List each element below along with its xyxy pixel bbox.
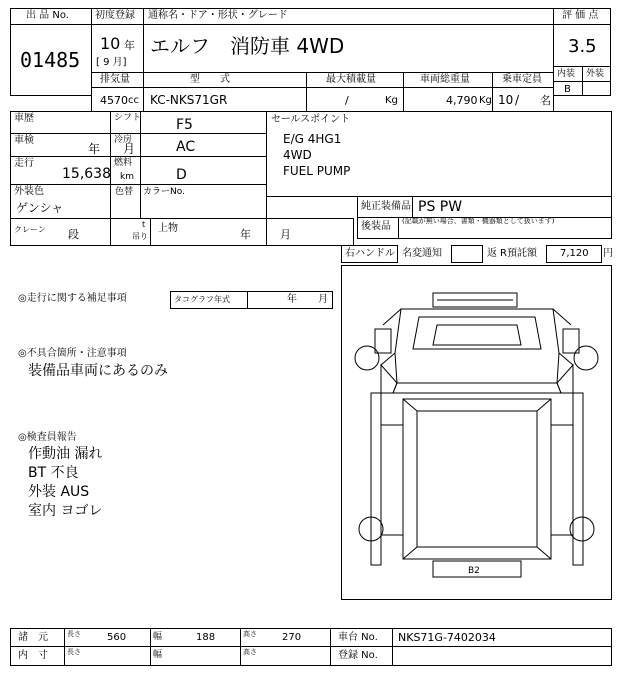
- inspection-month-unit: 月: [123, 142, 136, 156]
- max-load-unit: Kg: [385, 95, 398, 106]
- chassis-number-label: 車台 No.: [338, 632, 378, 643]
- width-value: 188: [196, 632, 216, 643]
- interior-grade: B: [564, 84, 571, 95]
- mileage-value: 15,638: [62, 166, 111, 182]
- inspection-year-unit: 年: [88, 142, 101, 156]
- first-reg-year: 10: [100, 34, 121, 53]
- interior-height-label: 高さ: [243, 648, 257, 656]
- steering-value: 右ハンドル: [345, 248, 395, 259]
- model-label: 型 式: [190, 74, 230, 85]
- vehicle-name-label: 通称名・ドア・形状・グレード: [148, 10, 288, 21]
- inspector-line: 作動油 漏れ: [28, 446, 103, 462]
- max-load-value: /: [345, 94, 349, 107]
- dimensions-label: 諸 元: [18, 632, 48, 643]
- ac-value: AC: [176, 139, 196, 155]
- displacement-label: 排気量: [100, 74, 130, 85]
- genuine-equipment-label: 純正装備品: [361, 201, 411, 212]
- right-mirror-icon: [563, 329, 579, 353]
- inspector-line: 外装 AUS: [28, 484, 90, 500]
- exterior-color-value: ゲンシャ: [16, 201, 64, 215]
- genuine-equipment-items: PS PW: [418, 199, 463, 215]
- aftermarket-label: 後装品: [361, 221, 391, 232]
- color-change-label: 色替: [115, 187, 134, 197]
- front-bumper: [393, 383, 561, 393]
- crane-lift: 吊り: [132, 232, 148, 241]
- height-value: 270: [282, 632, 302, 643]
- cab-outline: [395, 309, 559, 383]
- recycle-unit: 円: [603, 248, 613, 259]
- left-mirror-icon: [375, 329, 391, 353]
- return-mark: 返: [487, 248, 497, 259]
- displacement-unit: cc: [128, 95, 139, 106]
- capacity-unit: 名: [540, 94, 551, 107]
- capacity-separator: /: [515, 93, 520, 107]
- recycle-amount: 7,120: [560, 248, 589, 259]
- crane-steps: 段: [68, 228, 79, 241]
- sales-point-line: 4WD: [283, 148, 312, 162]
- width-label: 幅: [153, 632, 163, 642]
- lot-number: 01485: [20, 48, 81, 72]
- gross-weight-unit: Kg: [479, 95, 492, 106]
- max-load-label: 最大積載量: [326, 74, 376, 85]
- lot-label: 出 品 No.: [26, 10, 69, 21]
- cargo-deck: [403, 399, 551, 559]
- sales-point-line: FUEL PUMP: [283, 164, 351, 178]
- crane-lift-unit: t: [142, 220, 146, 229]
- damage-mark: B2: [468, 566, 480, 576]
- ac-label: 冷房: [114, 135, 133, 145]
- defects-label: ◎不具合箇所・注意事項: [18, 348, 127, 359]
- first-reg-year-unit: 年: [124, 39, 135, 52]
- capacity-value: 10: [498, 93, 514, 107]
- gross-weight-value: 4,790: [446, 94, 478, 107]
- name-change-box: [451, 245, 483, 263]
- gross-weight-label: 車両総重量: [420, 74, 470, 85]
- tachograph-month: 月: [318, 294, 328, 305]
- upper-year: 年: [240, 228, 251, 241]
- length-value: 560: [107, 632, 127, 643]
- exterior-color-label: 外装色: [14, 186, 44, 197]
- chassis-number: NKS71G-7402034: [398, 631, 496, 644]
- vehicle-name: エルフ 消防車 4WD: [150, 34, 345, 58]
- tachograph-label: タコグラフ年式: [174, 295, 230, 304]
- driving-notes-label: ◎走行に関する補足事項: [18, 293, 127, 304]
- inspector-line: 室内 ヨゴレ: [28, 503, 103, 519]
- dimensions-table: [10, 628, 612, 666]
- exterior-grade-label: 外装: [586, 69, 605, 79]
- first-reg-month: [ 9 月]: [96, 57, 127, 68]
- interior-length-label: 長さ: [67, 648, 81, 656]
- fuel-label: 燃料: [114, 158, 133, 168]
- color-no-label: カラーNo.: [143, 187, 185, 197]
- name-change-label: 名変通知: [402, 248, 442, 259]
- inspection-label: 車検: [14, 135, 34, 146]
- shift-value: F5: [176, 117, 193, 133]
- history-label: 車歴: [14, 113, 34, 124]
- mileage-unit: km: [120, 172, 134, 182]
- inspector-report-label: ◎検査員報告: [18, 432, 77, 443]
- interior-dimensions-label: 内 寸: [18, 650, 48, 661]
- interior-width-label: 幅: [153, 650, 163, 660]
- aftermarket-note: (記載が無い場合、書類・機器類として扱います): [402, 217, 555, 225]
- upper-month: 月: [280, 228, 291, 241]
- recycle-label: R預託額: [500, 248, 537, 259]
- length-label: 長さ: [67, 630, 81, 638]
- score-label: 評 価 点: [562, 10, 599, 21]
- tachograph-year: 年: [287, 294, 297, 305]
- score-value: 3.5: [568, 36, 597, 57]
- fuel-value: D: [176, 167, 187, 183]
- defects-line: 装備品車両にあるのみ: [28, 363, 168, 379]
- mileage-label: 走行: [14, 158, 34, 169]
- sales-point-label: セールスポイント: [271, 114, 351, 125]
- height-label: 高さ: [243, 630, 257, 638]
- sales-point-line: E/G 4HG1: [283, 132, 342, 146]
- capacity-label: 乗車定員: [502, 74, 542, 85]
- upper-label: 上物: [158, 223, 178, 234]
- model-value: KC-NKS71GR: [150, 93, 228, 107]
- front-right-wheel-icon: [574, 346, 598, 370]
- shift-label: シフト: [114, 113, 142, 123]
- registration-number-label: 登録 No.: [338, 650, 378, 661]
- rear-right-wheel-icon: [570, 517, 594, 541]
- truck-diagram: [341, 265, 612, 600]
- first-reg-label: 初度登録: [95, 10, 135, 21]
- front-left-wheel-icon: [355, 346, 379, 370]
- crane-label: クレーン: [14, 225, 46, 234]
- inspector-line: BT 不良: [28, 465, 79, 481]
- interior-grade-label: 内装: [557, 69, 576, 79]
- displacement-value: 4570: [100, 94, 128, 107]
